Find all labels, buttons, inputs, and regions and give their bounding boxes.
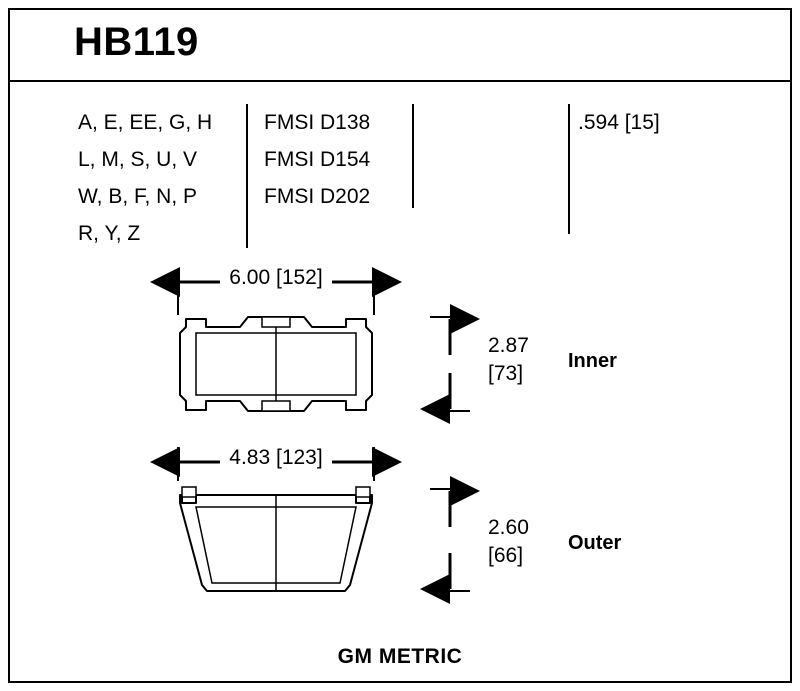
fmsi-row: FMSI D138 (264, 111, 371, 134)
outer-height-label-value: 2.60 (488, 516, 529, 539)
outer-pad-shape (180, 487, 372, 591)
compound-codes-row: R, Y, Z (78, 222, 141, 245)
part-number: HB119 (74, 20, 199, 64)
drawing-area (0, 255, 800, 655)
inner-height-label-value: 2.87 (488, 334, 529, 357)
footer-title: GM METRIC (337, 645, 463, 668)
fmsi-row: FMSI D154 (264, 148, 371, 171)
compound-codes-row: A, E, EE, G, H (78, 111, 213, 134)
fmsi-column (264, 104, 424, 215)
inner-pad-shape (180, 317, 372, 411)
compound-codes-row: W, B, F, N, P (78, 185, 198, 208)
inner-pad-label: Inner (568, 350, 617, 372)
outer-height-label-metric: [66] (488, 544, 524, 567)
outer-pad-label: Outer (568, 532, 622, 554)
table-divider-2 (412, 104, 414, 208)
fmsi-row: FMSI D202 (264, 185, 371, 208)
pad-drawings (0, 255, 800, 655)
compound-codes-column (78, 104, 240, 252)
outer-width-label: 4.83 [123] (229, 446, 323, 469)
inner-width-label: 6.00 [152] (229, 266, 323, 289)
table-divider-3 (568, 104, 570, 234)
outer-height-dimension (430, 489, 470, 591)
thickness-column (578, 104, 758, 141)
thickness-value: .594 [15] (578, 111, 660, 134)
compound-codes-row: L, M, S, U, V (78, 148, 198, 171)
header-divider (10, 80, 790, 82)
table-divider-1 (246, 104, 248, 248)
spec-table (78, 104, 718, 252)
inner-height-label-metric: [73] (488, 362, 524, 385)
